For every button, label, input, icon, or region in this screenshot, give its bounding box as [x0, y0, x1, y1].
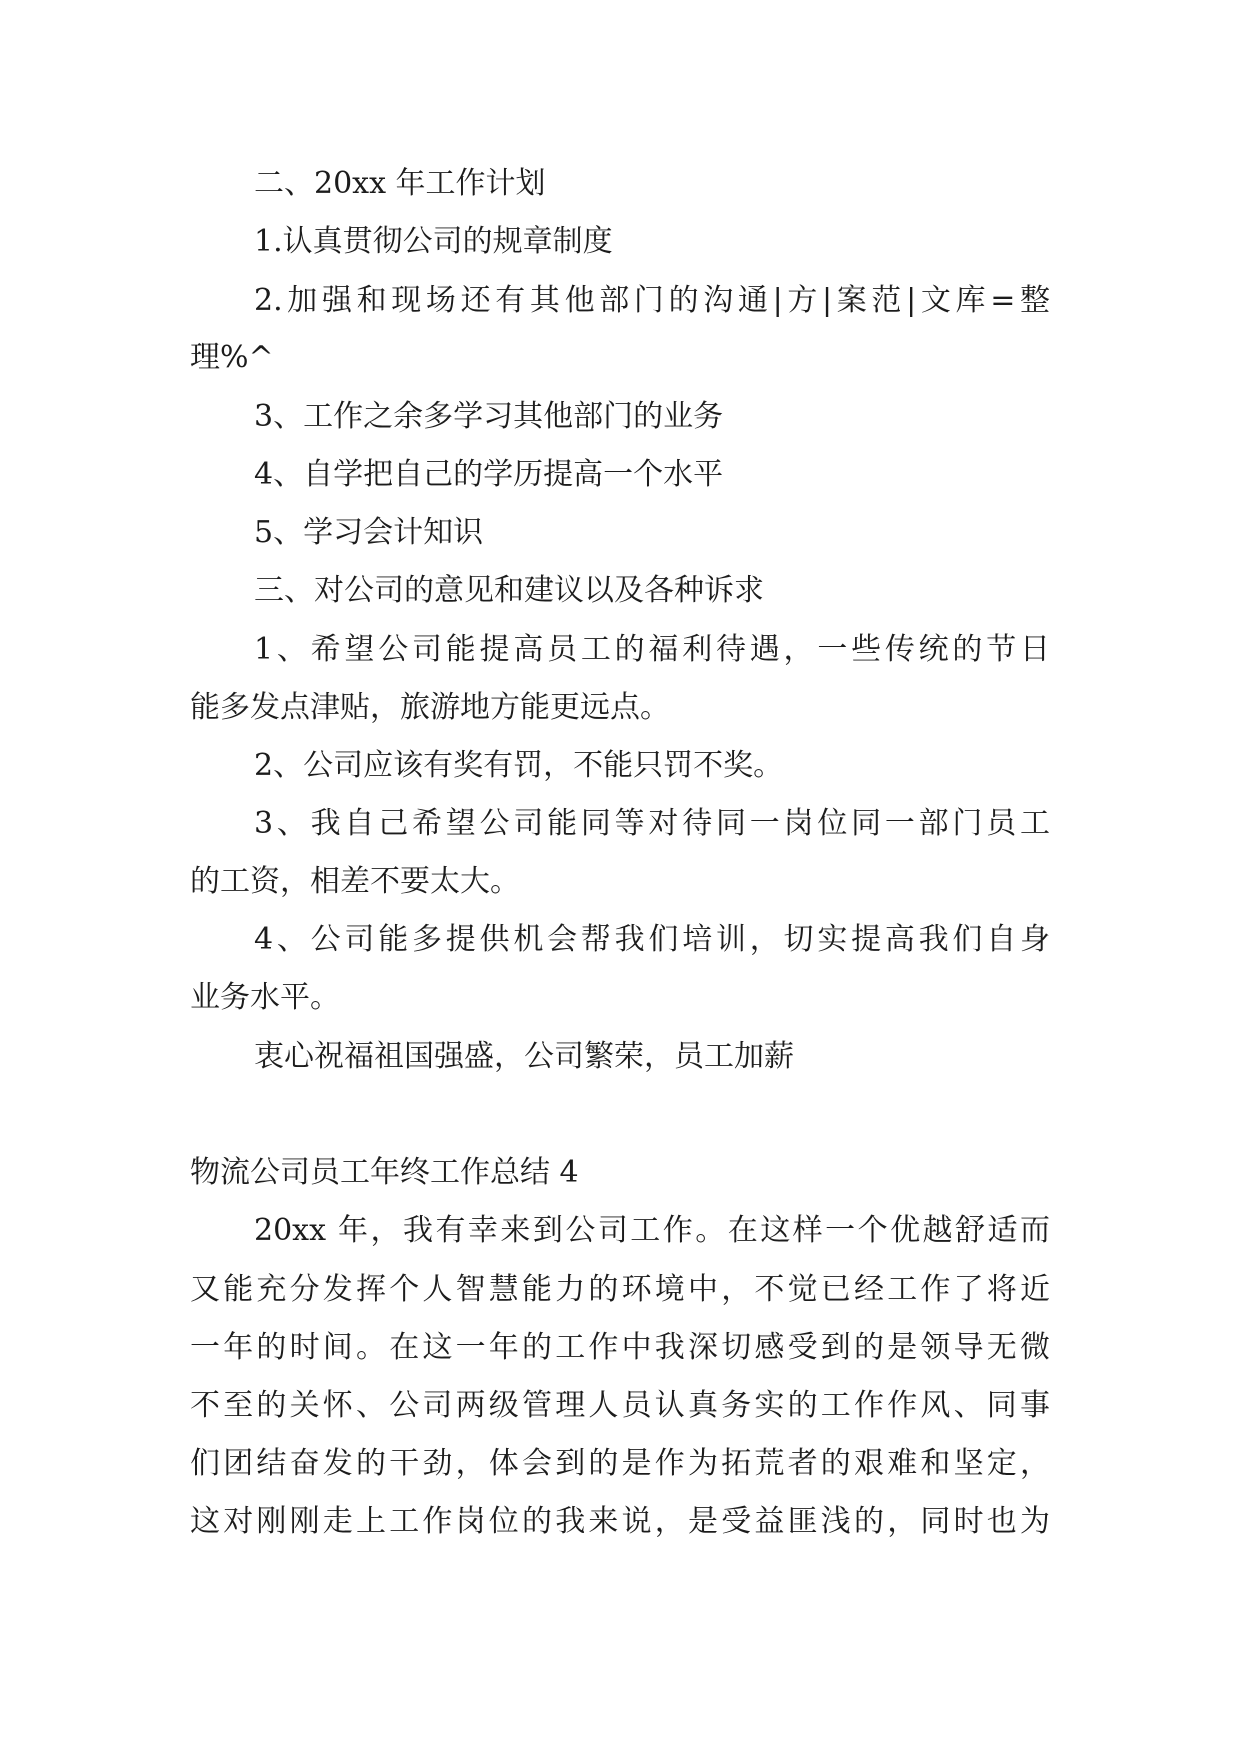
- section-heading-work-plan: 二、20xx 年工作计划: [254, 166, 546, 201]
- suggestion-item-1: 1、希望公司能提高员工的福利待遇，一些传统的节日: [254, 632, 1050, 667]
- body-paragraph-line: 不至的关怀、公司两级管理人员认真务实的工作作风、同事: [190, 1388, 1050, 1423]
- suggestion-item-4-continued: 业务水平。: [190, 980, 340, 1015]
- body-paragraph-line: 又能充分发挥个人智慧能力的环境中，不觉已经工作了将近: [190, 1272, 1050, 1307]
- suggestion-item-3: 3、我自己希望公司能同等对待同一岗位同一部门员工: [254, 806, 1050, 841]
- plan-item-1: 1.认真贯彻公司的规章制度: [254, 224, 613, 259]
- body-paragraph-line: 一年的时间。在这一年的工作中我深切感受到的是领导无微: [190, 1330, 1050, 1365]
- plan-item-5: 5、学习会计知识: [254, 515, 484, 550]
- article-title: 物流公司员工年终工作总结 4: [190, 1155, 579, 1190]
- body-paragraph-line: 这对刚刚走上工作岗位的我来说，是受益匪浅的，同时也为: [190, 1504, 1050, 1539]
- body-paragraph-line: 20xx 年，我有幸来到公司工作。在这样一个优越舒适而: [254, 1213, 1050, 1248]
- closing-wishes: 衷心祝福祖国强盛，公司繁荣，员工加薪: [254, 1039, 794, 1074]
- suggestion-item-1-continued: 能多发点津贴，旅游地方能更远点。: [190, 690, 670, 725]
- suggestion-item-4: 4、公司能多提供机会帮我们培训，切实提高我们自身: [254, 922, 1050, 957]
- section-heading-suggestions: 三、对公司的意见和建议以及各种诉求: [254, 573, 764, 608]
- plan-item-2-continued: 理%^: [190, 340, 274, 375]
- suggestion-item-3-continued: 的工资，相差不要太大。: [190, 864, 520, 899]
- plan-item-4: 4、自学把自己的学历提高一个水平: [254, 457, 724, 492]
- plan-item-2: 2.加强和现场还有其他部门的沟通|方|案范|文库=整: [254, 283, 1050, 318]
- suggestion-item-2: 2、公司应该有奖有罚，不能只罚不奖。: [254, 748, 784, 783]
- plan-item-3: 3、工作之余多学习其他部门的业务: [254, 399, 724, 434]
- body-paragraph-line: 们团结奋发的干劲，体会到的是作为拓荒者的艰难和坚定，: [190, 1446, 1050, 1481]
